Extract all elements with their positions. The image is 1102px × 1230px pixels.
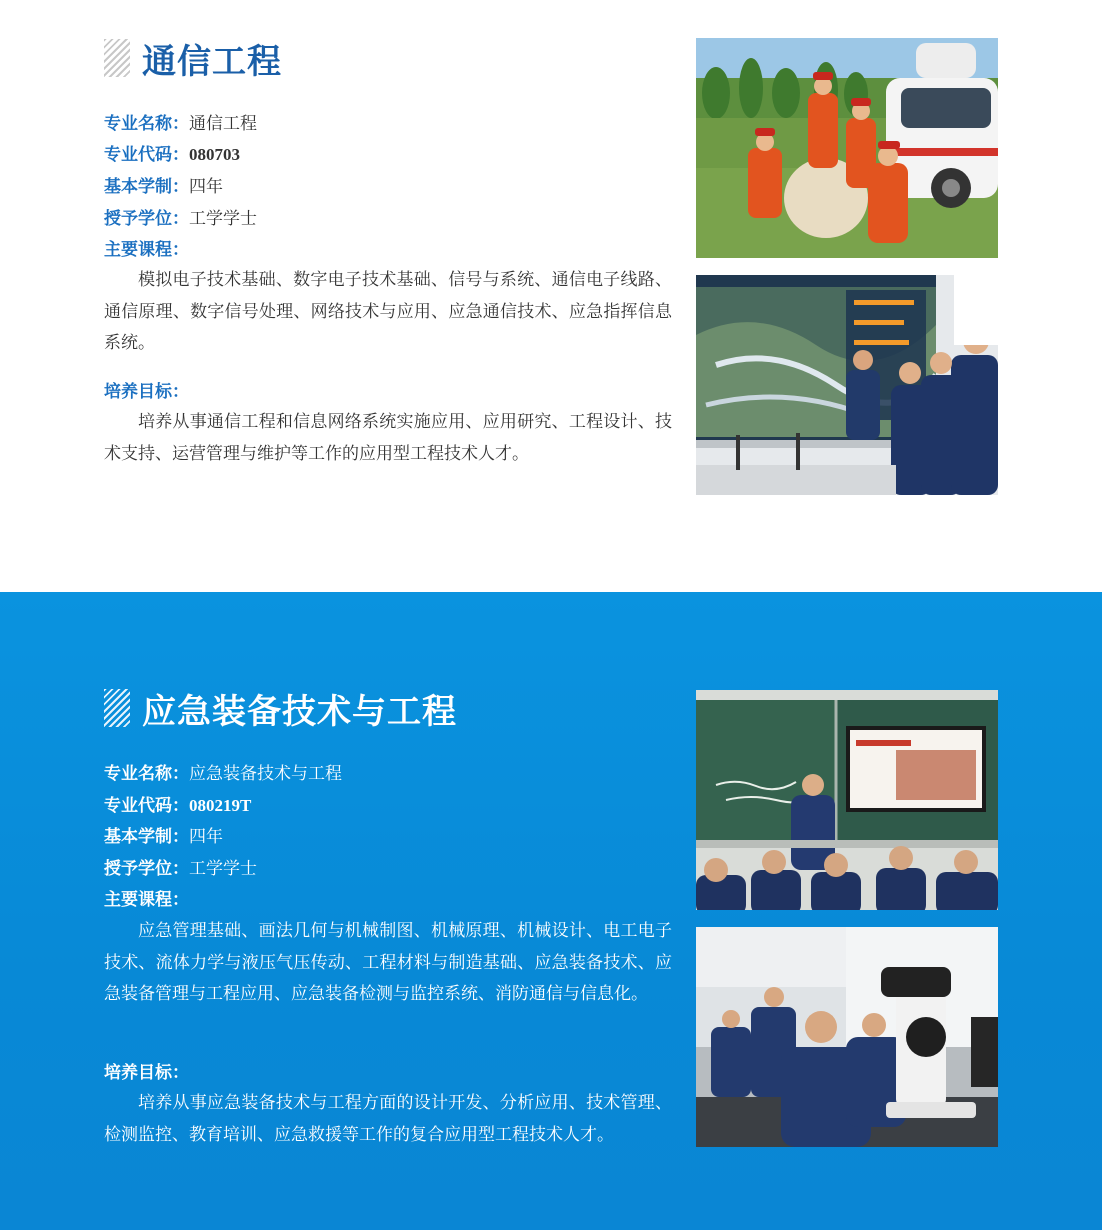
field-goal-label: 培养目标： — [104, 1063, 189, 1083]
field-major-code: 专业代码：080219T — [104, 796, 252, 816]
goal-text: 培养从事应急装备技术与工程方面的设计开发、分析应用、技术管理、检测监控、教育培训、应急救援等工作的复合应用型工程技术人才。 — [104, 1093, 672, 1145]
section-communication-engineering — [0, 0, 1102, 592]
field-major-code: 专业代码：080703 — [104, 145, 240, 165]
photo-lab-microscope — [696, 927, 998, 1147]
section-title: 通信工程 — [142, 41, 282, 82]
photo-classroom-lecture — [696, 690, 998, 910]
section-heading — [104, 686, 457, 730]
courses-text: 应急管理基础、画法几何与机械制图、机械原理、机械设计、电工电子技术、流体力学与液压气压传动、工程材料与制造基础、应急装备技术、应急装备管理与工程应用、应急装备检测与监控系统、消防通信与信息化。 — [104, 921, 672, 1004]
section-heading — [104, 36, 282, 80]
goal-text: 培养从事通信工程和信息网络系统实施应用、应用研究、工程设计、技术支持、运营管理与维护等工作的应用型工程技术人才。 — [104, 412, 672, 464]
field-degree: 授予学位：工学学士 — [104, 209, 257, 229]
field-major-name: 专业名称：通信工程 — [104, 114, 257, 134]
field-goal-label: 培养目标： — [104, 382, 189, 402]
field-courses-label: 主要课程： — [104, 890, 189, 910]
photo-command-center — [696, 275, 998, 495]
field-major-name: 专业名称：应急装备技术与工程 — [104, 764, 342, 784]
field-degree: 授予学位：工学学士 — [104, 859, 257, 879]
field-duration: 基本学制：四年 — [104, 177, 223, 197]
photo-field-satellite-team — [696, 38, 998, 258]
section-emergency-equipment — [0, 592, 1102, 1230]
field-duration: 基本学制：四年 — [104, 827, 223, 847]
section-title: 应急装备技术与工程 — [142, 691, 457, 732]
stripe-decoration-icon — [104, 689, 130, 727]
field-courses-label: 主要课程： — [104, 240, 189, 260]
courses-text: 模拟电子技术基础、数字电子技术基础、信号与系统、通信电子线路、通信原理、数字信号处理、网络技术与应用、应急通信技术、应急指挥信息系统。 — [104, 270, 672, 353]
stripe-decoration-icon — [104, 39, 130, 77]
